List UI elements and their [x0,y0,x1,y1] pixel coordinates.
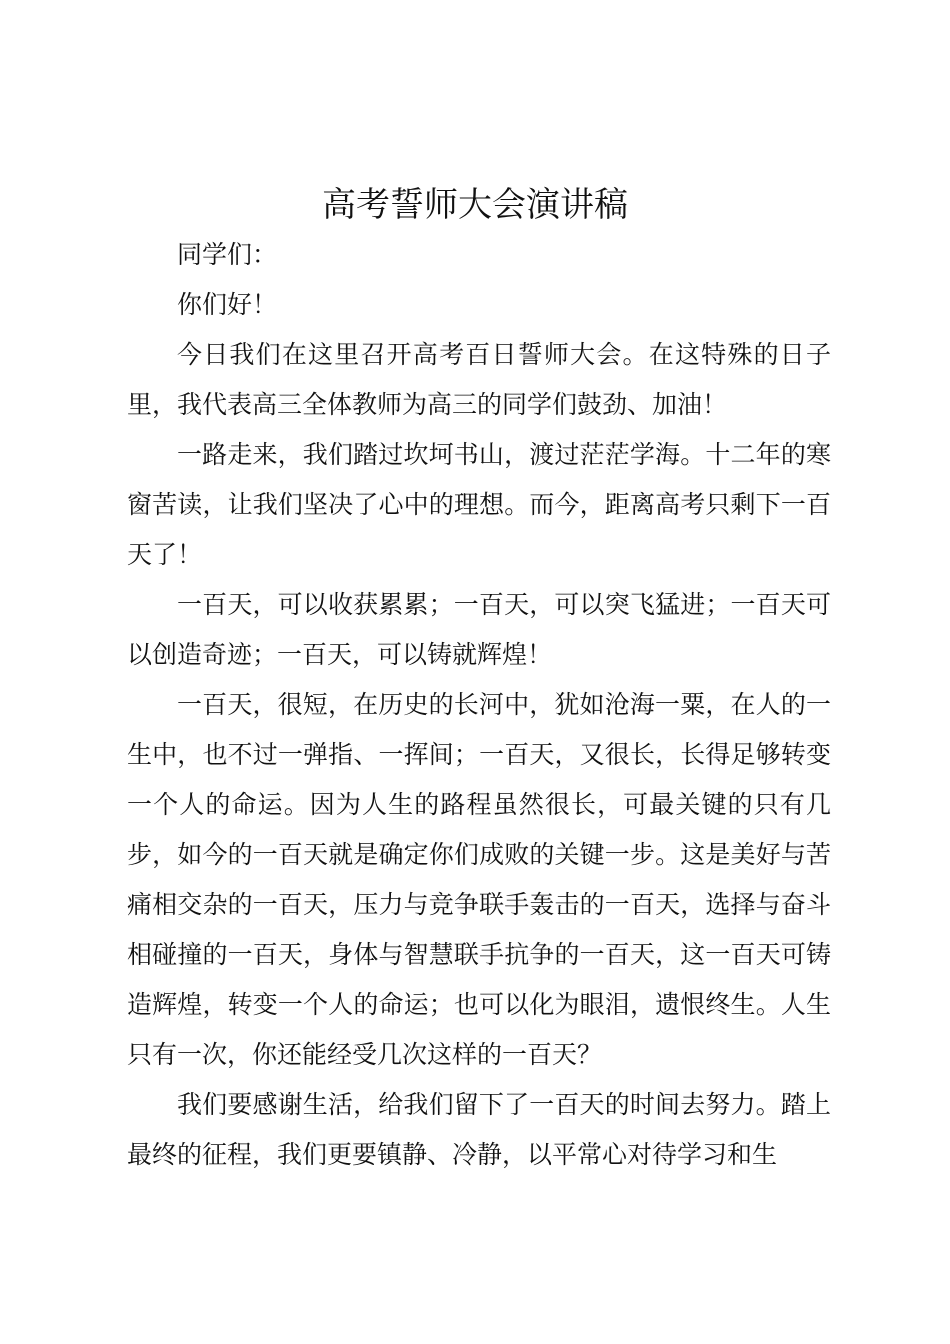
paragraph-greeting: 同学们： [177,240,278,269]
paragraph-reflection: 一百天，很短，在历史的长河中，犹如沧海一粟，在人的一生中，也不过一弹指、一挥间；一百天，又很长，长得足够转变一个人的命运。因为人生的路程虽然很长，可最关键的只有几步，如今的一百天就是确定你们成败的关键一步。这是美好与苦痛相交杂的一百天，压力与竞争联手轰击的一百天，选择与奋斗相碰撞的一百天，身体与智慧联手抗争的一百天，这一百天可铸造辉煌，转变一个人的命运；也可以化为眼泪，遗恨终生。人生只有一次，你还能经受几次这样的一百天？ [127,690,831,1069]
paragraph-journey: 一路走来，我们踏过坎坷书山，渡过茫茫学海。十二年的寒窗苦读，让我们坚决了心中的理想。而今，距离高考只剩下一百天了！ [127,440,831,569]
paragraph-hundred-days: 一百天，可以收获累累；一百天，可以突飞猛进；一百天可以创造奇迹；一百天，可以铸就辉煌！ [127,590,831,669]
document-title: 高考誓师大会演讲稿 [322,185,628,225]
paragraph-hello: 你们好！ [177,290,278,319]
paragraph-opening: 今日我们在这里召开高考百日誓师大会。在这特殊的日子里，我代表高三全体教师为高三的同学们鼓劲、加油！ [127,340,831,419]
document-body [127,230,831,1180]
paragraph-gratitude: 我们要感谢生活，给我们留下了一百天的时间去努力。踏上最终的征程，我们更要镇静、冷静，以平常心对待学习和生 [127,1090,831,1169]
